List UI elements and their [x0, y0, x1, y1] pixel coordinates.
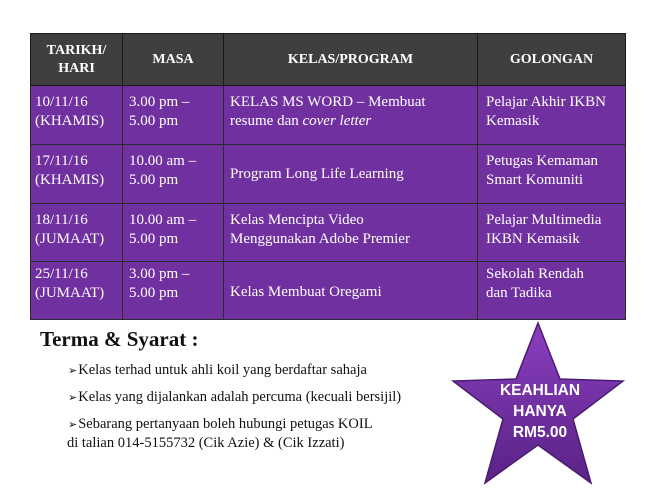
program-cell — [224, 262, 478, 320]
time-cell — [123, 262, 224, 320]
date: 18/11/16 — [35, 212, 88, 228]
program-line1: KELAS MS WORD – Membuat — [230, 94, 426, 110]
group-line1: Sekolah Rendah — [486, 266, 584, 282]
schedule-table — [30, 33, 626, 320]
program-cell — [224, 145, 478, 204]
header-kelas-program: KELAS/PROGRAM — [224, 34, 478, 86]
date-cell — [31, 204, 123, 262]
table-row — [31, 86, 626, 145]
time-start: 3.00 pm – — [129, 266, 190, 282]
time-end: 5.00 pm — [129, 231, 179, 247]
time-end: 5.00 pm — [129, 285, 179, 301]
table-header-row — [31, 34, 626, 86]
group-line2: Kemasik — [486, 113, 540, 129]
group-cell — [478, 204, 626, 262]
terms-item-text: Sebarang pertanyaan boleh hubungi petugas KOIL — [78, 416, 373, 432]
program-cell — [224, 204, 478, 262]
time-end: 5.00 pm — [129, 113, 179, 129]
header-tarikh-hari: TARIKH/ HARI — [31, 34, 123, 86]
date: 17/11/16 — [35, 153, 88, 169]
time-start: 3.00 pm – — [129, 94, 190, 110]
time-start: 10.00 am – — [129, 212, 197, 228]
terms-list — [68, 361, 478, 460]
date-cell — [31, 262, 123, 320]
membership-badge-text — [480, 380, 600, 443]
group-line1: Pelajar Multimedia — [486, 212, 602, 228]
date: 25/11/16 — [35, 266, 88, 282]
time-start: 10.00 am – — [129, 153, 197, 169]
day: (KHAMIS) — [35, 113, 105, 129]
arrow-bullet-icon: ➢ — [68, 418, 78, 431]
program-line2: Menggunakan Adobe Premier — [230, 231, 410, 247]
date-cell — [31, 86, 123, 145]
day: (JUMAAT) — [35, 285, 105, 301]
program-cell — [224, 86, 478, 145]
terms-item — [68, 361, 478, 380]
table-row — [31, 204, 626, 262]
badge-line1: KEAHLIAN — [499, 382, 581, 399]
date: 10/11/16 — [35, 94, 88, 110]
table-row — [31, 145, 626, 204]
program: Program Long Life Learning — [230, 165, 404, 182]
time-cell — [123, 86, 224, 145]
day: (JUMAAT) — [35, 231, 105, 247]
header-golongan: GOLONGAN — [478, 34, 626, 86]
program-line2: resume dan — [230, 113, 303, 129]
arrow-bullet-icon: ➢ — [68, 364, 78, 377]
group-line1: Petugas Kemaman — [486, 153, 599, 169]
time-cell — [123, 145, 224, 204]
terms-item-continuation: di talian 014-5155732 (Cik Azie) & (Cik Izzati) — [67, 435, 345, 451]
badge-line2: HANYA — [513, 403, 567, 420]
arrow-bullet-icon: ➢ — [68, 391, 78, 404]
time-end: 5.00 pm — [129, 172, 179, 188]
header-masa: MASA — [123, 34, 224, 86]
terms-item-text: Kelas terhad untuk ahli koil yang berdaftar sahaja — [78, 362, 367, 378]
terms-title: Terma & Syarat : — [40, 327, 199, 351]
program-line1: Kelas Mencipta Video — [230, 212, 364, 228]
group-cell — [478, 86, 626, 145]
group-line2: IKBN Kemasik — [486, 231, 580, 247]
badge-line3: RM5.00 — [512, 424, 568, 441]
time-cell — [123, 204, 224, 262]
group-line1: Pelajar Akhir IKBN — [486, 94, 606, 110]
program-line2-italic: cover letter — [302, 113, 372, 129]
program: Kelas Membuat Oregami — [230, 283, 382, 300]
terms-item — [68, 415, 478, 452]
group-cell — [478, 145, 626, 204]
group-line2: dan Tadika — [486, 285, 552, 301]
terms-item-text: Kelas yang dijalankan adalah percuma (kecuali bersijil) — [78, 389, 402, 405]
terms-item — [68, 388, 478, 407]
group-line2: Smart Komuniti — [486, 172, 584, 188]
date-cell — [31, 145, 123, 204]
group-cell — [478, 262, 626, 320]
table-row — [31, 262, 626, 320]
day: (KHAMIS) — [35, 172, 105, 188]
